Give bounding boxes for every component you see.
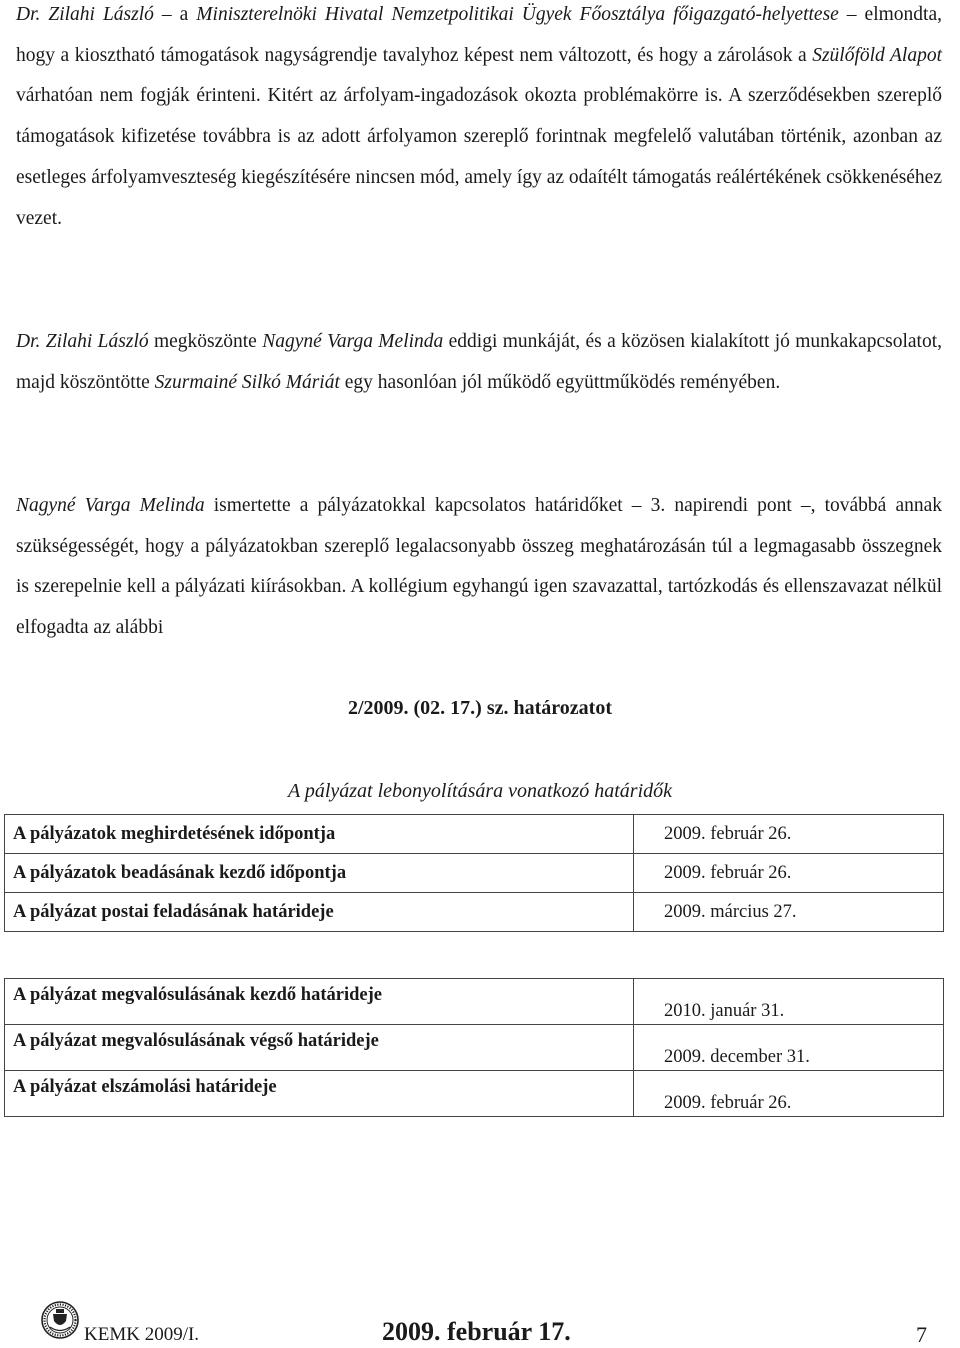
deadline-label: A pályázat megvalósulásának végső határideje — [5, 1025, 634, 1071]
deadline-date: 2009. március 27. — [634, 893, 944, 932]
deadline-label: A pályázatok beadásának kezdő időpontja — [5, 854, 634, 893]
text-span: megköszönte — [148, 331, 263, 352]
table-row — [5, 1071, 944, 1117]
deadline-date: 2010. január 31. — [634, 979, 944, 1025]
fund-name: Szülőföld Alapot — [812, 44, 942, 66]
resolution-title: 2/2009. (02. 17.) sz. határozatot — [347, 697, 613, 719]
table-row — [5, 979, 944, 1025]
speaker-title: Miniszterelnöki Hivatal Nemzetpolitikai Ügyek Főosztálya főigazgató-helyettese — [196, 4, 839, 25]
person-name: Szurmainé Silkó Máriát — [154, 371, 340, 393]
deadlines-table-submission — [4, 814, 944, 932]
paragraph-thanks — [16, 322, 942, 403]
footer-date: 2009. február 17. — [382, 1317, 571, 1346]
deadline-label: A pályázat elszámolási határideje — [5, 1071, 634, 1117]
deadline-date: 2009. december 31. — [634, 1025, 944, 1071]
paragraph-zilahi-statement — [16, 0, 942, 239]
footer-publication: KEMK 2009/I. — [84, 1324, 200, 1345]
person-name: Nagyné Varga Melinda — [16, 495, 205, 516]
deadlines-table-implementation — [4, 978, 944, 1117]
text-span: – elmondta, hogy a kiosztható támogatások nagyságrendje tavalyhoz képest nem változott, és hogy a zárolások a — [16, 4, 942, 66]
text-span: várhatóan nem fogják érinteni. Kitért az árfolyam-ingadozások okozta problémakörre is. A szerződésekben szereplő támogatások kifizetése továbbra is az adott árfolyamon szereplő forintnak megfelelő valutában történik, azonban az esetleges árfolyamveszteség kiegészítésére nincsen mód, amely így az odaítélt támogatás reálértékének csökkenéséhez vezet. — [16, 85, 942, 229]
speaker-name: Dr. Zilahi László — [16, 331, 149, 352]
deadline-label: A pályázat megvalósulásának kezdő határideje — [5, 979, 634, 1025]
speaker-name: Dr. Zilahi László — [16, 4, 154, 25]
text-span: eddigi munkáját, és a közösen kialakított jó munkakapcsolatot, majd köszöntötte — [16, 331, 942, 393]
person-name: Nagyné Varga Melinda — [262, 331, 444, 352]
text-span: ismertette a pályázatokkal kapcsolatos határidőket – 3. napirendi pont –, továbbá annak szükségességét, hogy a pályázatokban szereplő legalacsonyabb összeg meghatározásán túl a legmagasabb összegnek is szerepelnie kell a pályázati kiírásokban. A kollégium egyhangú igen szavazattal, tartózkodás és ellenszavazat nélkül elfogadta az alábbi — [16, 495, 943, 639]
deadlines-table-title: A pályázat lebonyolítására vonatkozó határidők — [287, 780, 673, 802]
table-row — [5, 854, 944, 893]
deadline-label: A pályázat postai feladásának határideje — [5, 893, 634, 932]
deadline-label: A pályázatok meghirdetésének időpontja — [5, 815, 634, 854]
table-row — [5, 893, 944, 932]
table-row — [5, 1025, 944, 1071]
deadline-date: 2009. február 26. — [634, 815, 944, 854]
paragraph-deadlines-intro — [16, 486, 942, 649]
deadline-date: 2009. február 26. — [634, 1071, 944, 1117]
table-row — [5, 815, 944, 854]
page-footer — [0, 1298, 960, 1346]
page-number: 7 — [916, 1322, 927, 1347]
text-span: egy hasonlóan jól működő együttműködés reményében. — [339, 371, 781, 393]
text-span: – a — [153, 4, 197, 25]
organization-seal-icon — [40, 1300, 80, 1340]
deadline-date: 2009. február 26. — [634, 854, 944, 893]
